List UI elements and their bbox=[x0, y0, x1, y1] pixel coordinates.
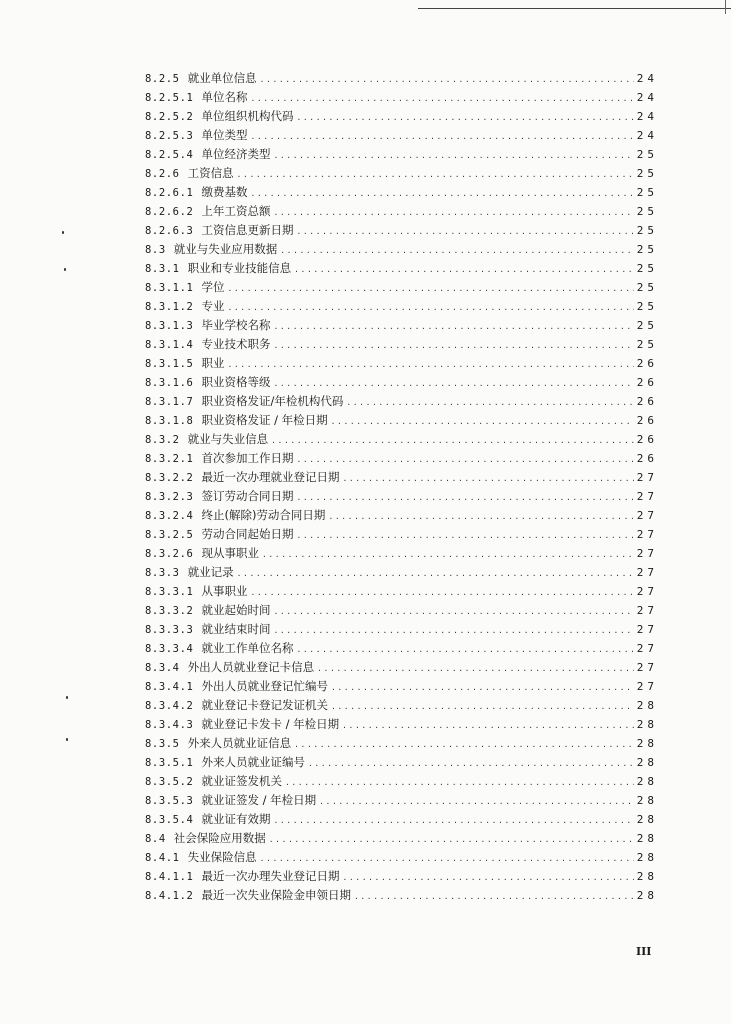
toc-leader-dots bbox=[296, 450, 633, 469]
toc-entry-title: 就业单位信息 bbox=[187, 71, 257, 85]
toc-entry-page: 28 bbox=[636, 775, 658, 788]
toc-entry-page: 27 bbox=[636, 528, 658, 541]
toc-entry-title: 外来人员就业证信息 bbox=[187, 736, 292, 750]
toc-entry-title: 工资信息 bbox=[187, 166, 234, 180]
toc-entry[interactable] bbox=[145, 582, 658, 601]
toc-leader-dots bbox=[294, 260, 634, 279]
toc-leader-dots bbox=[354, 887, 634, 906]
toc-entry-number: 8.3.3.1 bbox=[145, 586, 194, 598]
toc-entry-page: 25 bbox=[636, 186, 658, 199]
toc-entry-page: 25 bbox=[636, 243, 658, 256]
toc-leader-dots bbox=[273, 146, 633, 165]
toc-entry-page: 27 bbox=[636, 642, 658, 655]
scan-speck bbox=[62, 231, 64, 234]
toc-leader-dots bbox=[262, 545, 634, 564]
toc-leader-dots bbox=[273, 621, 633, 640]
toc-entry-title: 就业登记卡登记发证机关 bbox=[201, 698, 328, 712]
toc-entry[interactable] bbox=[145, 468, 658, 487]
toc-entry-title: 签订劳动合同日期 bbox=[201, 489, 294, 503]
toc-entry-title: 现从事职业 bbox=[201, 546, 259, 560]
toc-entry[interactable] bbox=[145, 278, 658, 297]
toc-entry-number: 8.3.2.2 bbox=[145, 472, 194, 484]
toc-leader-dots bbox=[250, 184, 633, 203]
toc-entry-page: 24 bbox=[636, 91, 658, 104]
toc-entry-number: 8.3.1.1 bbox=[145, 282, 194, 294]
toc-entry-page: 28 bbox=[636, 851, 658, 864]
toc-entry-number: 8.2.6.1 bbox=[145, 187, 194, 199]
toc-entry[interactable] bbox=[145, 164, 658, 183]
toc-leader-dots bbox=[227, 298, 633, 317]
toc-entry-number: 8.3.4.1 bbox=[145, 681, 194, 693]
toc-entry-number: 8.3.1.4 bbox=[145, 339, 194, 351]
toc-leader-dots bbox=[237, 165, 634, 184]
toc-entry[interactable] bbox=[145, 411, 658, 430]
toc-entry-page: 27 bbox=[636, 490, 658, 503]
toc-entry-title: 缴费基数 bbox=[201, 185, 248, 199]
toc-entry[interactable] bbox=[145, 715, 658, 734]
toc-leader-dots bbox=[285, 773, 634, 792]
toc-entry-number: 8.3.2.6 bbox=[145, 548, 194, 560]
toc-entry-title: 外出人员就业登记忙编号 bbox=[201, 679, 328, 693]
toc-entry[interactable] bbox=[145, 107, 658, 126]
toc-entry[interactable] bbox=[145, 829, 658, 848]
toc-entry-page: 25 bbox=[636, 319, 658, 332]
toc-entry[interactable] bbox=[145, 126, 658, 145]
toc-entry-title: 社会保险应用数据 bbox=[173, 831, 266, 845]
toc-entry-title: 职业资格发证/年检机构代码 bbox=[201, 394, 344, 408]
toc-leader-dots bbox=[331, 678, 634, 697]
toc-entry[interactable] bbox=[145, 373, 658, 392]
toc-entry-number: 8.3.2.3 bbox=[145, 491, 194, 503]
toc-entry-title: 首次参加工作日期 bbox=[201, 451, 294, 465]
toc-entry[interactable] bbox=[145, 316, 658, 335]
toc-leader-dots bbox=[319, 792, 634, 811]
toc-entry[interactable] bbox=[145, 867, 658, 886]
toc-entry-title: 单位组织机构代码 bbox=[201, 109, 294, 123]
toc-entry-page: 25 bbox=[636, 224, 658, 237]
toc-entry-number: 8.3.1.8 bbox=[145, 415, 194, 427]
toc-entry-title: 专业 bbox=[201, 299, 225, 313]
toc-entry-number: 8.2.5 bbox=[145, 73, 180, 85]
toc-entry-title: 职业 bbox=[201, 356, 225, 370]
toc-entry-number: 8.3.5.3 bbox=[145, 795, 194, 807]
toc-entry[interactable] bbox=[145, 88, 658, 107]
toc-entry-number: 8.3.2.4 bbox=[145, 510, 194, 522]
toc-entry-title: 就业证签发机关 bbox=[201, 774, 282, 788]
toc-entry[interactable] bbox=[145, 772, 658, 791]
toc-entry-number: 8.3.1 bbox=[145, 263, 180, 275]
toc-leader-dots bbox=[294, 735, 634, 754]
toc-entry-page: 25 bbox=[636, 262, 658, 275]
toc-entry-page: 24 bbox=[636, 72, 658, 85]
toc-leader-dots bbox=[296, 526, 633, 545]
toc-entry-page: 24 bbox=[636, 110, 658, 123]
toc-entry-number: 8.3.2.1 bbox=[145, 453, 194, 465]
toc-entry-page: 28 bbox=[636, 794, 658, 807]
toc-entry[interactable] bbox=[145, 69, 658, 88]
toc-entry-title: 职业资格等级 bbox=[201, 375, 271, 389]
toc-entry-page: 28 bbox=[636, 737, 658, 750]
toc-entry-title: 就业与失业信息 bbox=[187, 432, 269, 446]
toc-entry[interactable] bbox=[145, 183, 658, 202]
toc-leader-dots bbox=[296, 108, 633, 127]
toc-entry[interactable] bbox=[145, 791, 658, 810]
toc-entry-page: 28 bbox=[636, 718, 658, 731]
toc-entry-number: 8.3.2 bbox=[145, 434, 180, 446]
toc-entry-number: 8.2.5.3 bbox=[145, 130, 194, 142]
toc-entry-title: 就业登记卡发卡 / 年检日期 bbox=[201, 717, 340, 731]
toc-entry-number: 8.3.1.3 bbox=[145, 320, 194, 332]
toc-leader-dots bbox=[296, 640, 633, 659]
toc-entry-title: 就业与失业应用数据 bbox=[173, 242, 278, 256]
toc-entry-page: 25 bbox=[636, 167, 658, 180]
toc-entry-page: 26 bbox=[636, 357, 658, 370]
toc-entry-number: 8.2.5.2 bbox=[145, 111, 194, 123]
toc-leader-dots bbox=[250, 127, 633, 146]
footer-page-number: III bbox=[636, 945, 652, 958]
toc-entry-page: 25 bbox=[636, 281, 658, 294]
toc-entry-page: 25 bbox=[636, 205, 658, 218]
toc-entry-number: 8.3.5 bbox=[145, 738, 180, 750]
toc-entry-title: 单位经济类型 bbox=[201, 147, 271, 161]
scan-speck bbox=[66, 696, 68, 699]
toc-entry-page: 27 bbox=[636, 547, 658, 560]
toc-entry-title: 上年工资总额 bbox=[201, 204, 271, 218]
toc-entry-number: 8.3.4.2 bbox=[145, 700, 194, 712]
toc-leader-dots bbox=[342, 868, 633, 887]
toc-entry-page: 26 bbox=[636, 395, 658, 408]
toc-entry[interactable] bbox=[145, 221, 658, 240]
toc-leader-dots bbox=[260, 849, 634, 868]
toc-entry-number: 8.3.4.3 bbox=[145, 719, 194, 731]
toc-entry-page: 27 bbox=[636, 471, 658, 484]
toc-entry-title: 劳动合同起始日期 bbox=[201, 527, 294, 541]
toc-entry[interactable] bbox=[145, 259, 658, 278]
toc-leader-dots bbox=[331, 412, 634, 431]
toc-entry-number: 8.3.1.6 bbox=[145, 377, 194, 389]
toc-entry-number: 8.3.4 bbox=[145, 662, 180, 674]
toc-entry-number: 8.4.1 bbox=[145, 852, 180, 864]
toc-entry-title: 最近一次失业保险金申领日期 bbox=[201, 888, 351, 902]
toc-entry[interactable] bbox=[145, 430, 658, 449]
toc-entry-number: 8.4.1.1 bbox=[145, 871, 194, 883]
toc-leader-dots bbox=[280, 241, 633, 260]
toc-leader-dots bbox=[342, 469, 633, 488]
toc-entry-number: 8.2.6.2 bbox=[145, 206, 194, 218]
toc-entry-page: 26 bbox=[636, 452, 658, 465]
toc-entry[interactable] bbox=[145, 677, 658, 696]
toc-entry-title: 最近一次办理失业登记日期 bbox=[201, 869, 340, 883]
toc-entry-page: 25 bbox=[636, 338, 658, 351]
toc-entry-page: 26 bbox=[636, 376, 658, 389]
toc-entry-title: 外出人员就业登记卡信息 bbox=[187, 660, 315, 674]
toc-entry-page: 28 bbox=[636, 870, 658, 883]
toc-entry-page: 27 bbox=[636, 585, 658, 598]
toc-entry-number: 8.4.1.2 bbox=[145, 890, 194, 902]
toc-entry[interactable] bbox=[145, 354, 658, 373]
toc-entry[interactable] bbox=[145, 449, 658, 468]
toc-entry-title: 就业起始时间 bbox=[201, 603, 271, 617]
toc-entry-page: 28 bbox=[636, 832, 658, 845]
toc-entry[interactable] bbox=[145, 886, 658, 905]
toc-entry-title: 职业资格发证 / 年检日期 bbox=[201, 413, 328, 427]
header-rule-corner bbox=[725, 0, 726, 14]
toc-entry-title: 就业结束时间 bbox=[201, 622, 271, 636]
toc-entry[interactable] bbox=[145, 639, 658, 658]
toc-entry-page: 28 bbox=[636, 699, 658, 712]
toc-entry-page: 26 bbox=[636, 414, 658, 427]
toc-entry-title: 就业工作单位名称 bbox=[201, 641, 294, 655]
toc-leader-dots bbox=[331, 697, 634, 716]
toc-leader-dots bbox=[273, 317, 633, 336]
toc-entry[interactable] bbox=[145, 297, 658, 316]
toc-entry-number: 8.3 bbox=[145, 244, 166, 256]
toc-entry-title: 就业记录 bbox=[187, 565, 234, 579]
toc-entry-number: 8.3.3.2 bbox=[145, 605, 194, 617]
scan-speck bbox=[66, 738, 68, 741]
toc-leader-dots bbox=[227, 279, 633, 298]
toc-leader-dots bbox=[271, 431, 634, 450]
toc-entry-page: 28 bbox=[636, 756, 658, 769]
toc-entry-title: 终止(解除)劳动合同日期 bbox=[201, 508, 326, 522]
toc-entry[interactable] bbox=[145, 487, 658, 506]
toc-entry[interactable] bbox=[145, 145, 658, 164]
toc-entry-number: 8.3.1.7 bbox=[145, 396, 194, 408]
toc-entry[interactable] bbox=[145, 810, 658, 829]
toc-entry-number: 8.3.3 bbox=[145, 567, 180, 579]
toc-entry[interactable] bbox=[145, 601, 658, 620]
toc-entry-number: 8.3.5.1 bbox=[145, 757, 194, 769]
toc-entry-number: 8.3.1.2 bbox=[145, 301, 194, 313]
toc-leader-dots bbox=[342, 716, 634, 735]
toc-leader-dots bbox=[250, 583, 633, 602]
toc-entry-number: 8.2.6 bbox=[145, 168, 180, 180]
toc-entry-title: 工资信息更新日期 bbox=[201, 223, 294, 237]
toc-entry-page: 27 bbox=[636, 623, 658, 636]
toc-entry-title: 就业证签发 / 年检日期 bbox=[201, 793, 317, 807]
toc-leader-dots bbox=[273, 203, 633, 222]
toc-entry-title: 就业证有效期 bbox=[201, 812, 271, 826]
toc-leader-dots bbox=[269, 830, 634, 849]
toc-entry-title: 职业和专业技能信息 bbox=[187, 261, 292, 275]
toc-entry-number: 8.3.1.5 bbox=[145, 358, 194, 370]
toc-entry[interactable] bbox=[145, 848, 658, 867]
toc-leader-dots bbox=[308, 754, 634, 773]
table-of-contents bbox=[145, 69, 658, 905]
toc-entry-number: 8.3.5.4 bbox=[145, 814, 194, 826]
header-rule bbox=[418, 8, 731, 9]
scan-speck bbox=[64, 268, 66, 271]
toc-entry[interactable] bbox=[145, 202, 658, 221]
toc-leader-dots bbox=[260, 70, 634, 89]
toc-entry-title: 毕业学校名称 bbox=[201, 318, 271, 332]
toc-leader-dots bbox=[317, 659, 634, 678]
toc-entry[interactable] bbox=[145, 506, 658, 525]
toc-entry-page: 28 bbox=[636, 889, 658, 902]
toc-entry-title: 失业保险信息 bbox=[187, 850, 257, 864]
toc-entry-title: 从事职业 bbox=[201, 584, 248, 598]
toc-entry[interactable] bbox=[145, 696, 658, 715]
toc-leader-dots bbox=[237, 564, 634, 583]
toc-leader-dots bbox=[273, 602, 633, 621]
toc-entry[interactable] bbox=[145, 544, 658, 563]
toc-entry-number: 8.3.2.5 bbox=[145, 529, 194, 541]
toc-entry-page: 27 bbox=[636, 680, 658, 693]
toc-entry[interactable] bbox=[145, 734, 658, 753]
toc-leader-dots bbox=[227, 355, 633, 374]
toc-entry-page: 27 bbox=[636, 566, 658, 579]
toc-entry-number: 8.2.5.1 bbox=[145, 92, 194, 104]
toc-entry[interactable] bbox=[145, 392, 658, 411]
toc-leader-dots bbox=[296, 222, 633, 241]
toc-entry-number: 8.3.3.4 bbox=[145, 643, 194, 655]
toc-entry-page: 26 bbox=[636, 433, 658, 446]
toc-entry-number: 8.3.5.2 bbox=[145, 776, 194, 788]
toc-entry[interactable] bbox=[145, 240, 658, 259]
toc-entry-title: 专业技术职务 bbox=[201, 337, 271, 351]
toc-leader-dots bbox=[273, 336, 633, 355]
toc-entry[interactable] bbox=[145, 335, 658, 354]
toc-entry-number: 8.2.5.4 bbox=[145, 149, 194, 161]
toc-entry-number: 8.2.6.3 bbox=[145, 225, 194, 237]
toc-entry[interactable] bbox=[145, 620, 658, 639]
toc-entry[interactable] bbox=[145, 753, 658, 772]
toc-entry-page: 27 bbox=[636, 604, 658, 617]
toc-entry-page: 27 bbox=[636, 661, 658, 674]
toc-leader-dots bbox=[273, 374, 633, 393]
toc-leader-dots bbox=[346, 393, 633, 412]
toc-leader-dots bbox=[296, 488, 633, 507]
toc-entry-page: 25 bbox=[636, 300, 658, 313]
toc-entry-title: 外来人员就业证编号 bbox=[201, 755, 305, 769]
toc-entry[interactable] bbox=[145, 658, 658, 677]
toc-entry[interactable] bbox=[145, 525, 658, 544]
toc-entry-page: 28 bbox=[636, 813, 658, 826]
toc-entry-title: 最近一次办理就业登记日期 bbox=[201, 470, 340, 484]
toc-leader-dots bbox=[250, 89, 633, 108]
toc-entry-title: 学位 bbox=[201, 280, 225, 294]
toc-entry-page: 27 bbox=[636, 509, 658, 522]
toc-entry-page: 25 bbox=[636, 148, 658, 161]
toc-leader-dots bbox=[328, 507, 633, 526]
toc-entry-number: 8.3.3.3 bbox=[145, 624, 194, 636]
toc-entry-title: 单位类型 bbox=[201, 128, 248, 142]
toc-entry-page: 24 bbox=[636, 129, 658, 142]
toc-entry-number: 8.4 bbox=[145, 833, 166, 845]
toc-entry-title: 单位名称 bbox=[201, 90, 248, 104]
toc-leader-dots bbox=[273, 811, 633, 830]
toc-entry[interactable] bbox=[145, 563, 658, 582]
